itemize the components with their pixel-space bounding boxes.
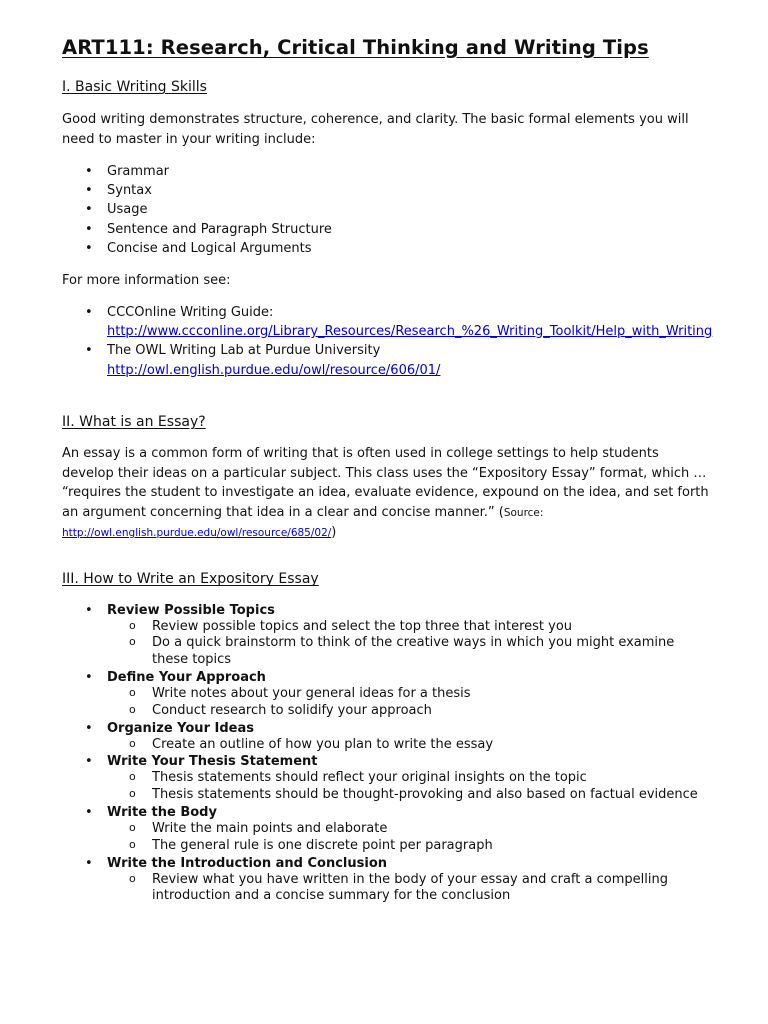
- substep-item: o The general rule is one discrete point per paragraph: [107, 838, 714, 855]
- section-heading-basic-writing-skills: I. Basic Writing Skills: [62, 79, 207, 96]
- step-organize-ideas: [62, 720, 714, 754]
- purdue-owl-link[interactable]: http://owl.english.purdue.edu/owl/resource/606/01/: [107, 362, 441, 378]
- document-page: [62, 36, 714, 905]
- substep-item: o Thesis statements should be thought-provoking and also based on factual evidence: [107, 787, 714, 804]
- source-link[interactable]: http://owl.english.purdue.edu/owl/resource/685/02/: [62, 527, 332, 540]
- step-review-topics: [62, 602, 714, 669]
- list-item: • Syntax: [62, 181, 714, 200]
- ccconline-writing-guide-link[interactable]: http://www.ccconline.org/Library_Resources/Research_%26_Writing_Toolkit/Help_with_Writing: [107, 324, 713, 340]
- substep-item: o Thesis statements should reflect your original insights on the topic: [107, 770, 714, 787]
- step-intro-conclusion: [62, 855, 714, 906]
- list-item: • Usage: [62, 200, 714, 219]
- step-title: • Review Possible Topics: [107, 602, 275, 618]
- source-close-paren: ): [331, 525, 337, 541]
- section-heading-what-is-an-essay: [62, 413, 714, 431]
- resources-list: [62, 303, 714, 381]
- essay-definition-text: An essay is a common form of writing that is often used in college settings to help students develop their ideas on a particular subject. This class uses the “Expository Essay” format, which … “requires the student to investigate an idea, evaluate evidence, expound on the idea, and set forth an argument concerning that idea in a clear and concise manner.” (: [62, 446, 709, 520]
- section-heading-how-to-write-expository-essay: III. How to Write an Expository Essay: [62, 571, 319, 588]
- step-title: • Write Your Thesis Statement: [107, 754, 318, 770]
- list-item: • Concise and Logical Arguments: [62, 239, 714, 258]
- source-label: Source:: [503, 506, 544, 519]
- step-title: • Define Your Approach: [107, 670, 266, 686]
- section-heading-text: II. What is an Essay?: [62, 414, 206, 431]
- substep-item: o Conduct research to solidify your approach: [107, 703, 714, 720]
- step-substeps: [107, 737, 714, 754]
- substep-item: o Write the main points and elaborate: [107, 821, 714, 838]
- substep-item: o Review possible topics and select the top three that interest you: [107, 619, 714, 636]
- step-title: • Write the Introduction and Conclusion: [107, 855, 388, 871]
- resource-label: The OWL Writing Lab at Purdue University: [107, 343, 381, 359]
- resource-item-ccconline: [62, 303, 714, 342]
- document-title: ART111: Research, Critical Thinking and Writing Tips: [62, 36, 649, 59]
- step-substeps: [107, 872, 714, 906]
- list-item: • Grammar: [62, 162, 714, 181]
- writing-elements-list: [62, 162, 714, 259]
- list-item: • Sentence and Paragraph Structure: [62, 220, 714, 239]
- essay-steps-list: [62, 602, 714, 906]
- substep-item: o Write notes about your general ideas for a thesis: [107, 686, 714, 703]
- step-thesis-statement: [62, 753, 714, 804]
- step-title: • Write the Body: [107, 805, 217, 821]
- section1-intro: Good writing demonstrates structure, coherence, and clarity. The basic formal elements you will need to master in your writing include:: [62, 111, 689, 147]
- resource-label: CCCOnline Writing Guide:: [107, 304, 274, 320]
- substep-item: o Review what you have written in the body of your essay and craft a compelling introduction and a concise summary for the conclusion: [107, 872, 714, 906]
- more-info-label: For more information see:: [62, 272, 231, 288]
- substep-item: o Do a quick brainstorm to think of the creative ways in which you might examine these topics: [107, 635, 714, 669]
- step-substeps: [107, 821, 714, 855]
- resource-item-purdue-owl: [62, 341, 714, 380]
- substep-item: o Create an outline of how you plan to write the essay: [107, 737, 714, 754]
- step-define-approach: [62, 669, 714, 720]
- step-write-body: [62, 804, 714, 855]
- step-substeps: [107, 619, 714, 669]
- step-substeps: [107, 770, 714, 804]
- step-substeps: [107, 686, 714, 720]
- step-title: • Organize Your Ideas: [107, 720, 254, 736]
- essay-definition-paragraph: [62, 444, 714, 543]
